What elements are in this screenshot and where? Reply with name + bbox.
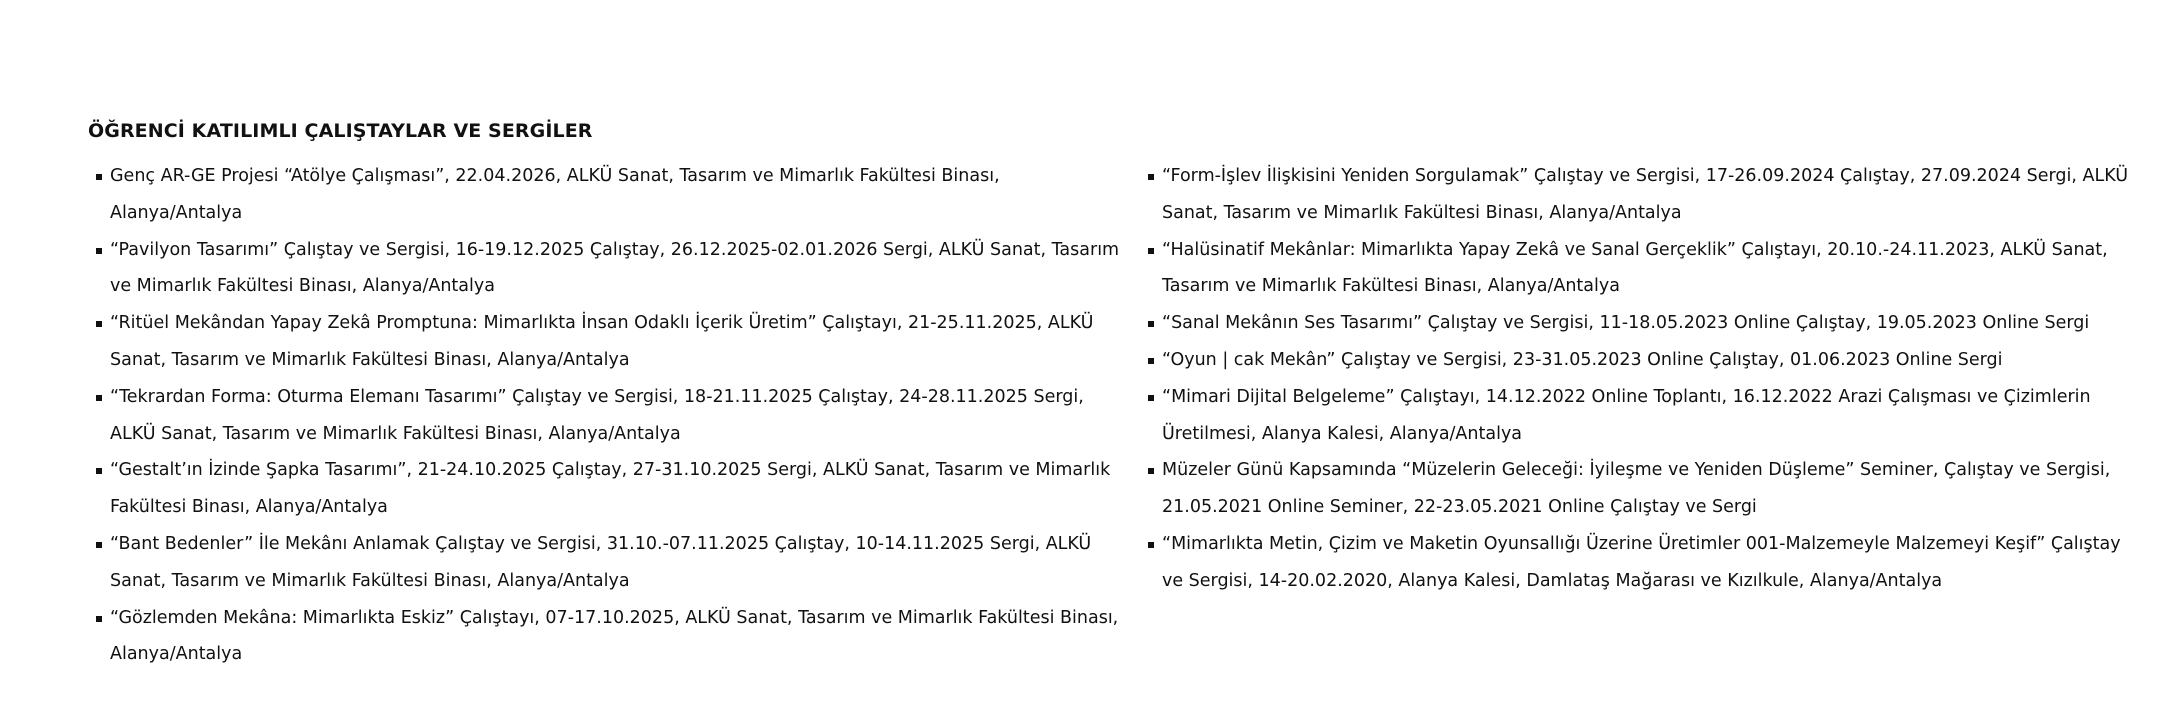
list-item: [96, 232, 1126, 306]
list-item-text: Genç AR-GE Projesi “Atölye Çalışması”, 22.04.2026, ALKÜ Sanat, Tasarım ve Mimarlık Fakültesi Binası, Alanya/Antalya: [110, 166, 1000, 223]
bullet-icon: [1148, 248, 1154, 254]
list-item-text: “Gestalt’ın İzinde Şapka Tasarımı”, 21-24.10.2025 Çalıştay, 27-31.10.2025 Sergi, ALKÜ Sanat, Tasarım ve Mimarlık Fakültesi Binası, Alanya/Antalya: [110, 460, 1111, 518]
list-item: [1148, 158, 2138, 232]
bullet-icon: [96, 321, 102, 327]
bullet-icon: [96, 542, 102, 548]
list-item: [1148, 232, 2138, 306]
right-column-list: [1148, 158, 2138, 600]
list-item-text: “Ritüel Mekândan Yapay Zekâ Promptuna: Mimarlıkta İnsan Odaklı İçerik Üretim” Çalıştayı, 21-25.11.2025, ALKÜ Sanat, Tasarım ve Mimarlık Fakültesi Binası, Alanya/Antalya: [110, 313, 1094, 370]
bullet-icon: [96, 248, 102, 254]
list-item-text: “Tekrardan Forma: Oturma Elemanı Tasarımı” Çalıştay ve Sergisi, 18-21.11.2025 Çalıştay, 24-28.11.2025 Sergi, ALKÜ Sanat, Tasarım ve Mimarlık Fakültesi Binası, Alanya/Antalya: [110, 386, 1084, 444]
list-item-text: Müzeler Günü Kapsamında “Müzelerin Geleceği: İyileşme ve Yeniden Düşleme” Seminer, Çalıştay ve Sergisi, 21.05.2021 Online Seminer, 22-23.05.2021 Online Çalıştay ve Sergi: [1162, 460, 2111, 518]
list-item: [1148, 379, 2138, 453]
list-item: [96, 379, 1126, 453]
bullet-icon: [1148, 174, 1154, 180]
list-item-text: “Gözlemden Mekâna: Mimarlıkta Eskiz” Çalıştayı, 07-17.10.2025, ALKÜ Sanat, Tasarım ve Mimarlık Fakültesi Binası, Alanya/Antalya: [110, 607, 1119, 665]
bullet-icon: [96, 174, 102, 180]
list-item: [1148, 342, 2138, 379]
list-item-text: “Bant Bedenler” İle Mekânı Anlamak Çalıştay ve Sergisi, 31.10.-07.11.2025 Çalıştay, 10-14.11.2025 Sergi, ALKÜ Sanat, Tasarım ve Mimarlık Fakültesi Binası, Alanya/Antalya: [110, 533, 1092, 591]
list-item-text: “Pavilyon Tasarımı” Çalıştay ve Sergisi, 16-19.12.2025 Çalıştay, 26.12.2025-02.01.2026 Sergi, ALKÜ Sanat, Tasarım ve Mimarlık Fakültesi Binası, Alanya/Antalya: [110, 239, 1120, 297]
list-item-text: “Oyun | cak Mekân” Çalıştay ve Sergisi, 23-31.05.2023 Online Çalıştay, 01.06.2023 Online Sergi: [1162, 349, 2003, 370]
list-item: [1148, 526, 2138, 600]
list-item: [96, 452, 1126, 526]
list-item: [96, 305, 1126, 379]
list-item: [1148, 305, 2138, 342]
list-item: [96, 158, 1126, 232]
bullet-icon: [96, 468, 102, 474]
bullet-icon: [1148, 395, 1154, 401]
bullet-icon: [1148, 321, 1154, 327]
list-item-text: “Mimari Dijital Belgeleme” Çalıştayı, 14.12.2022 Online Toplantı, 16.12.2022 Arazi Çalışması ve Çizimlerin Üretilmesi, Alanya Kalesi, Alanya/Antalya: [1162, 386, 2091, 444]
bullet-icon: [96, 395, 102, 401]
bullet-icon: [1148, 358, 1154, 364]
list-item-text: “Halüsinatif Mekânlar: Mimarlıkta Yapay Zekâ ve Sanal Gerçeklik” Çalıştayı, 20.10.-24.11.2023, ALKÜ Sanat, Tasarım ve Mimarlık Fakültesi Binası, Alanya/Antalya: [1162, 239, 2108, 297]
bullet-icon: [1148, 468, 1154, 474]
list-item: [1148, 452, 2138, 526]
list-item-text: “Sanal Mekânın Ses Tasarımı” Çalıştay ve Sergisi, 11-18.05.2023 Online Çalıştay, 19.05.2023 Online Sergi: [1162, 313, 2090, 334]
list-item-text: “Form-İşlev İlişkisini Yeniden Sorgulamak” Çalıştay ve Sergisi, 17-26.09.2024 Çalıştay, 27.09.2024 Sergi, ALKÜ Sanat, Tasarım ve Mimarlık Fakültesi Binası, Alanya/Antalya: [1162, 166, 2129, 223]
bullet-icon: [96, 616, 102, 622]
section-heading: ÖĞRENCİ KATILIMLI ÇALIŞTAYLAR VE SERGİLER: [88, 120, 593, 142]
bullet-icon: [1148, 542, 1154, 548]
list-item-text: “Mimarlıkta Metin, Çizim ve Maketin Oyunsallığı Üzerine Üretimler 001-Malzemeyle Malzemeyi Keşif” Çalıştay ve Sergisi, 14-20.02.2020, Alanya Kalesi, Damlataş Mağarası ve Kızılkule, Alanya/Antalya: [1162, 533, 2121, 591]
list-item: [96, 600, 1126, 674]
left-column-list: [96, 158, 1126, 673]
list-item: [96, 526, 1126, 600]
